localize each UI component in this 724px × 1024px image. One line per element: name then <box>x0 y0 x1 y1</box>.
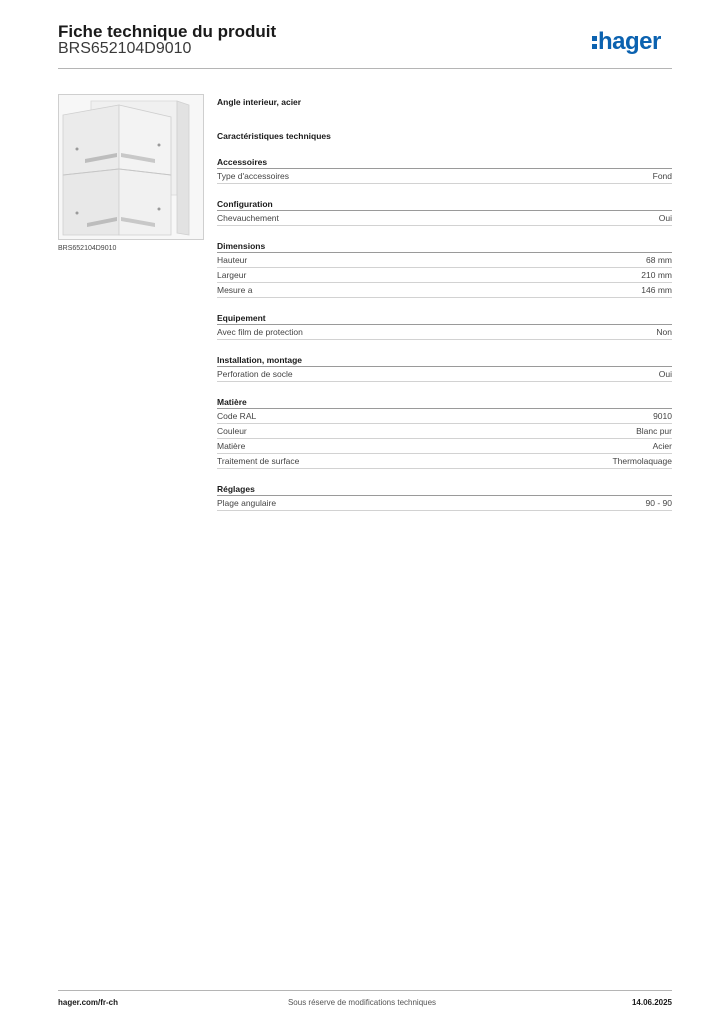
spec-value: 90 - 90 <box>645 498 672 508</box>
spec-value: Blanc pur <box>636 426 672 436</box>
spec-value: 146 mm <box>641 285 672 295</box>
product-image <box>58 94 204 240</box>
product-image-caption: BRS652104D9010 <box>58 245 117 252</box>
section-equipement <box>217 312 672 340</box>
spec-label: Plage angulaire <box>217 498 277 508</box>
header-divider <box>58 68 672 69</box>
spec-label: Avec film de protection <box>217 327 303 337</box>
spec-row <box>217 439 672 454</box>
spec-row <box>217 268 672 283</box>
spec-row <box>217 454 672 469</box>
footer-notice: Sous réserve de modifications techniques <box>287 998 437 1007</box>
section-reglages <box>217 483 672 511</box>
angle-product-illustration <box>59 95 203 239</box>
section-dimensions <box>217 240 672 298</box>
spec-label: Matière <box>217 441 246 451</box>
section-accessoires <box>217 156 672 184</box>
section-title: Configuration <box>217 198 672 211</box>
spec-value: Non <box>656 327 672 337</box>
footer-divider <box>58 990 672 991</box>
spec-row <box>217 253 672 268</box>
spec-label: Traitement de surface <box>217 456 300 466</box>
section-title: Matière <box>217 396 672 409</box>
spec-row <box>217 496 672 511</box>
spec-row <box>217 409 672 424</box>
page-title: Fiche technique du produit <box>58 22 277 41</box>
spec-label: Couleur <box>217 426 247 436</box>
product-reference: BRS652104D9010 <box>58 40 192 57</box>
spec-value: 210 mm <box>641 270 672 280</box>
spec-label: Mesure a <box>217 285 253 295</box>
spec-row <box>217 325 672 340</box>
spec-value: Fond <box>652 171 672 181</box>
section-configuration <box>217 198 672 226</box>
spec-label: Largeur <box>217 270 247 280</box>
spec-row <box>217 283 672 298</box>
section-installation-montage <box>217 354 672 382</box>
logo-dots-icon <box>592 35 597 50</box>
hager-logo <box>592 28 661 56</box>
spec-row <box>217 211 672 226</box>
technical-content <box>217 96 672 511</box>
section-title: Accessoires <box>217 156 672 169</box>
spec-label: Code RAL <box>217 411 257 421</box>
spec-value: Acier <box>652 441 672 451</box>
spec-row <box>217 367 672 382</box>
footer-date: 14.06.2025 <box>631 998 672 1007</box>
spec-value: 9010 <box>653 411 672 421</box>
footer-website-link[interactable]: hager.com/fr-ch <box>58 998 119 1007</box>
spec-value: Thermolaquage <box>612 456 672 466</box>
section-matiere <box>217 396 672 469</box>
section-title: Dimensions <box>217 240 672 253</box>
logo-text: hager <box>598 28 661 55</box>
spec-label: Perforation de socle <box>217 369 293 379</box>
spec-value: 68 mm <box>646 255 672 265</box>
product-name: Angle interieur, acier <box>217 97 302 107</box>
section-title: Equipement <box>217 312 672 325</box>
spec-label: Hauteur <box>217 255 248 265</box>
technical-characteristics-title: Caractéristiques techniques <box>217 131 331 141</box>
section-title: Installation, montage <box>217 354 672 367</box>
spec-row <box>217 169 672 184</box>
section-title: Réglages <box>217 483 672 496</box>
spec-row <box>217 424 672 439</box>
spec-value: Oui <box>658 369 672 379</box>
spec-label: Chevauchement <box>217 213 279 223</box>
spec-label: Type d'accessoires <box>217 171 290 181</box>
spec-value: Oui <box>658 213 672 223</box>
